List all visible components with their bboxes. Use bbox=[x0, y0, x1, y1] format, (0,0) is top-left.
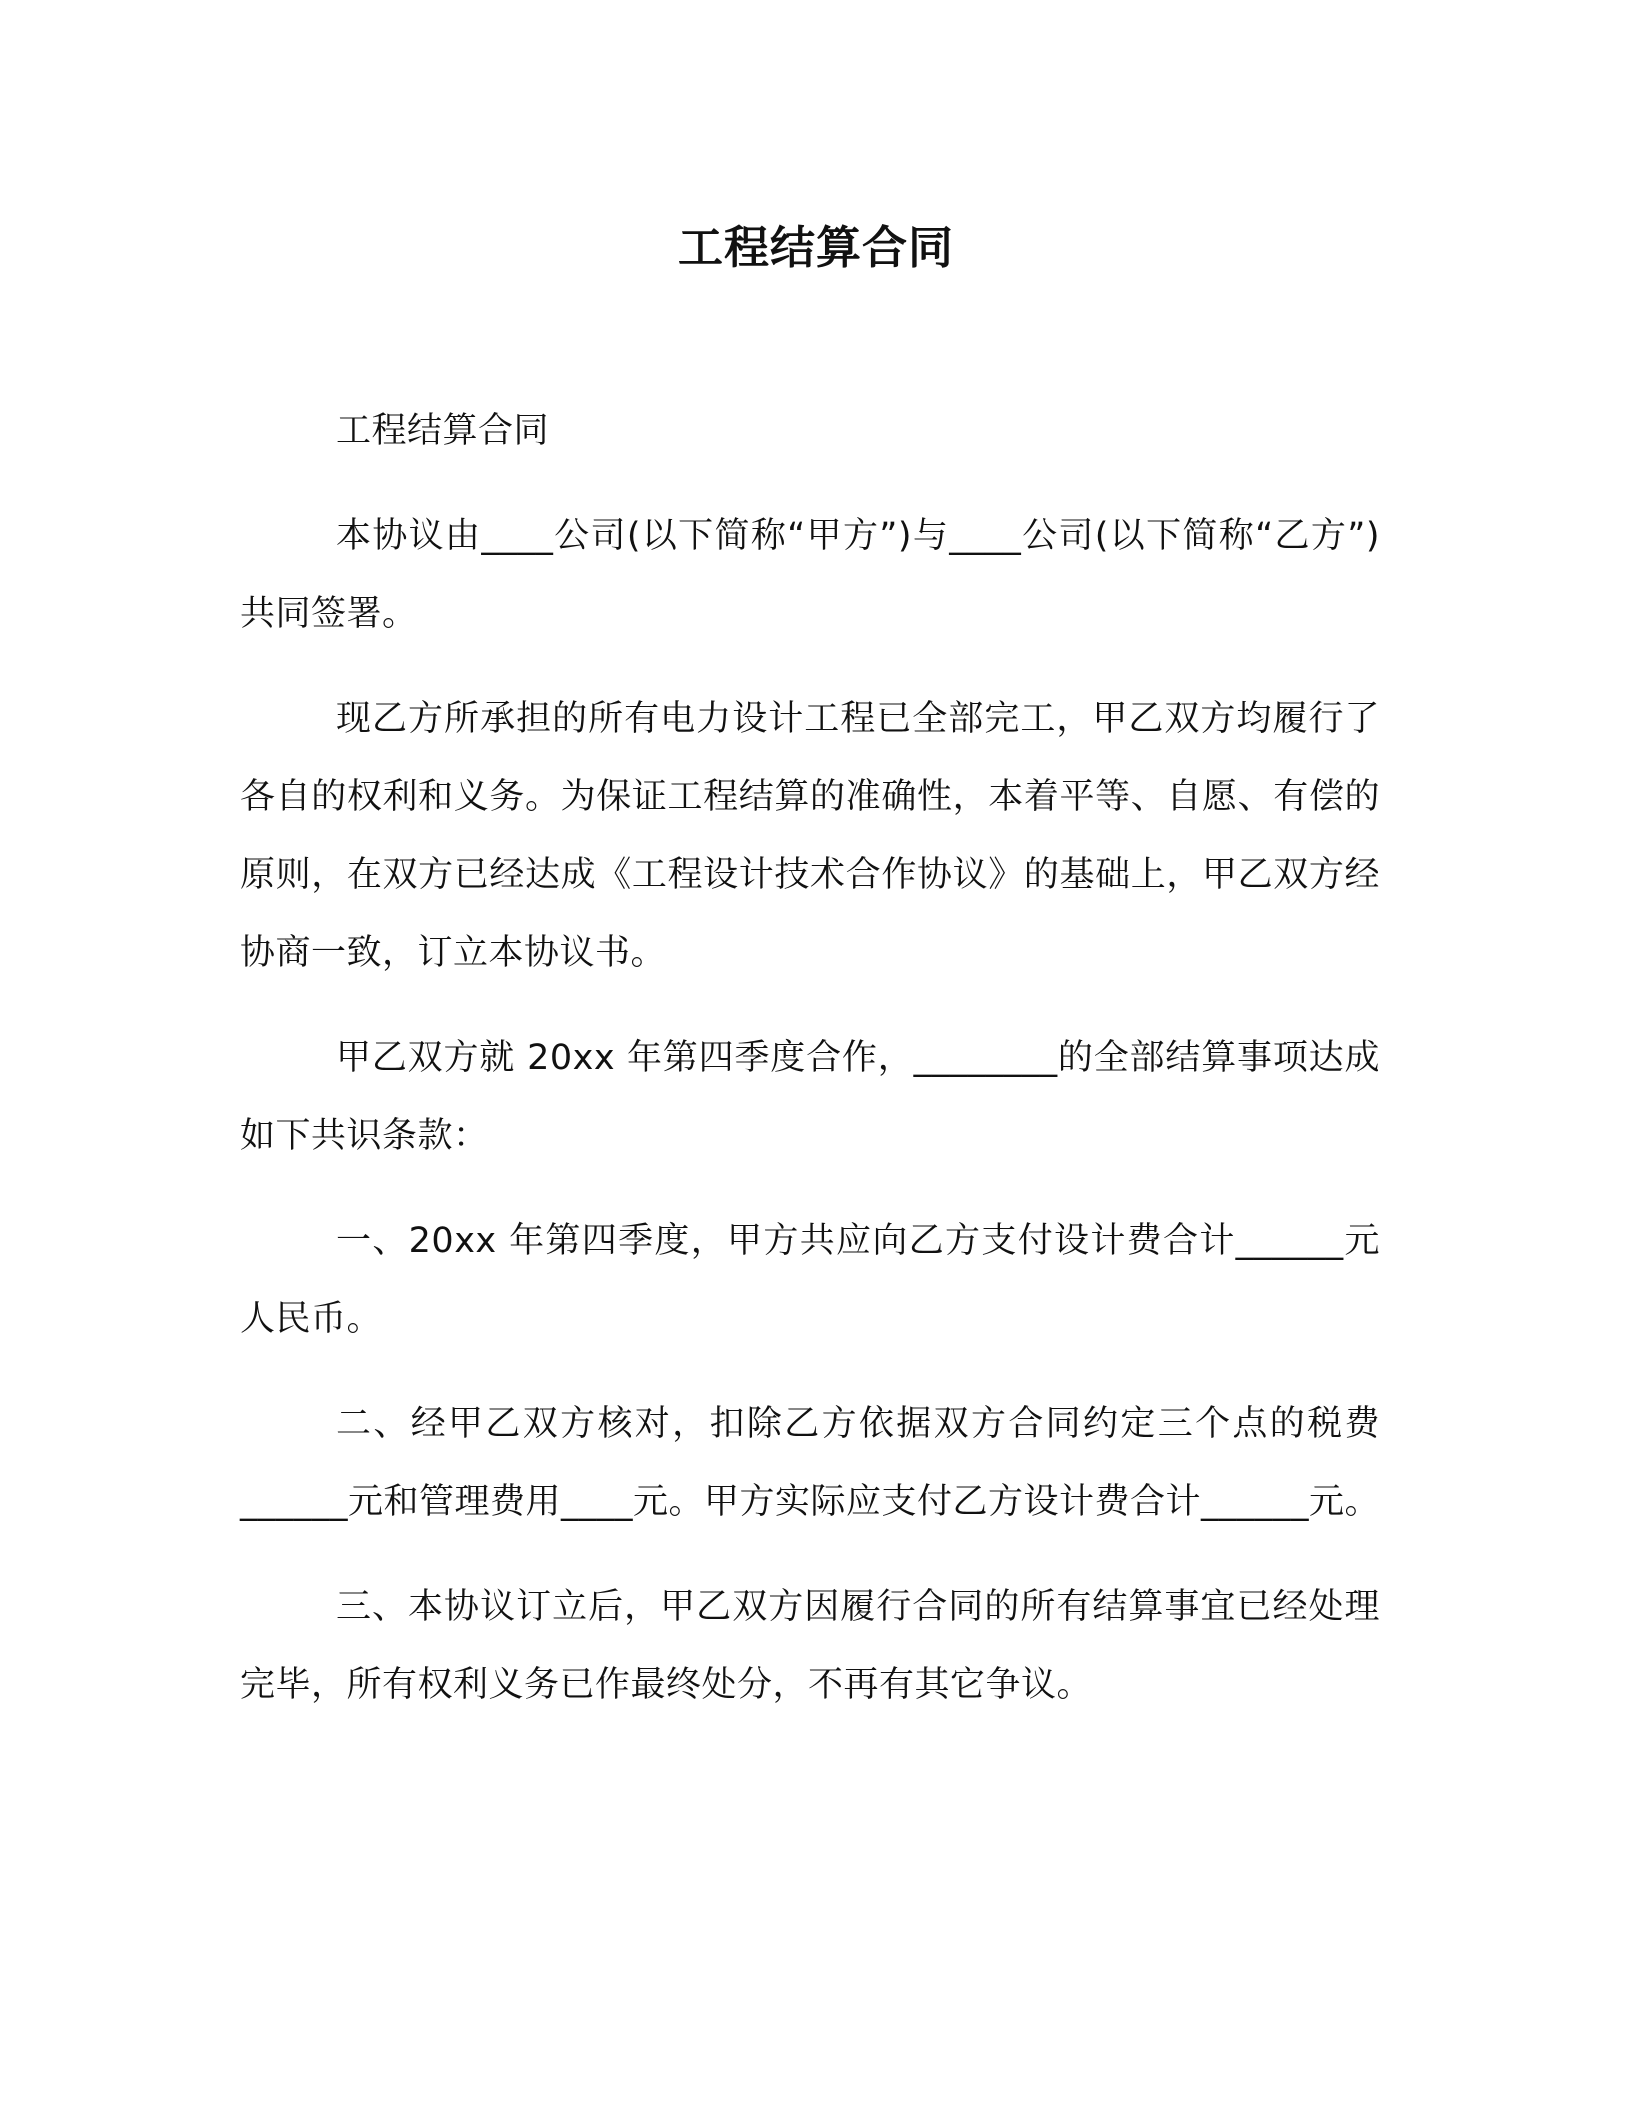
clause-two: 二、经甲乙双方核对，扣除乙方依据双方合同约定三个点的税费______元和管理费用____元。甲方实际应支付乙方设计费合计______元。 bbox=[240, 1404, 1381, 1522]
document-subtitle: 工程结算合同 bbox=[336, 411, 550, 451]
document-body bbox=[240, 392, 1380, 1751]
paragraph-background: 现乙方所承担的所有电力设计工程已全部完工，甲乙双方均履行了各自的权利和义务。为保证工程结算的准确性，本着平等、自愿、有偿的原则，在双方已经达成《工程设计技术合作协议》的基础上，甲乙双方经协商一致，订立本协议书。 bbox=[240, 699, 1380, 973]
paragraph-consensus: 甲乙双方就 20xx 年第四季度合作，________的全部结算事项达成如下共识条款： bbox=[240, 1038, 1380, 1156]
document-title: 工程结算合同 bbox=[677, 221, 954, 274]
clause-one: 一、20xx 年第四季度，甲方共应向乙方支付设计费合计______元人民币。 bbox=[240, 1221, 1380, 1339]
clause-three: 三、本协议订立后，甲乙双方因履行合同的所有结算事宜已经处理完毕，所有权利义务已作最终处分，不再有其它争议。 bbox=[240, 1587, 1380, 1705]
paragraph-parties: 本协议由____公司(以下简称“甲方”)与____公司(以下简称“乙方”)共同签署。 bbox=[240, 516, 1380, 634]
